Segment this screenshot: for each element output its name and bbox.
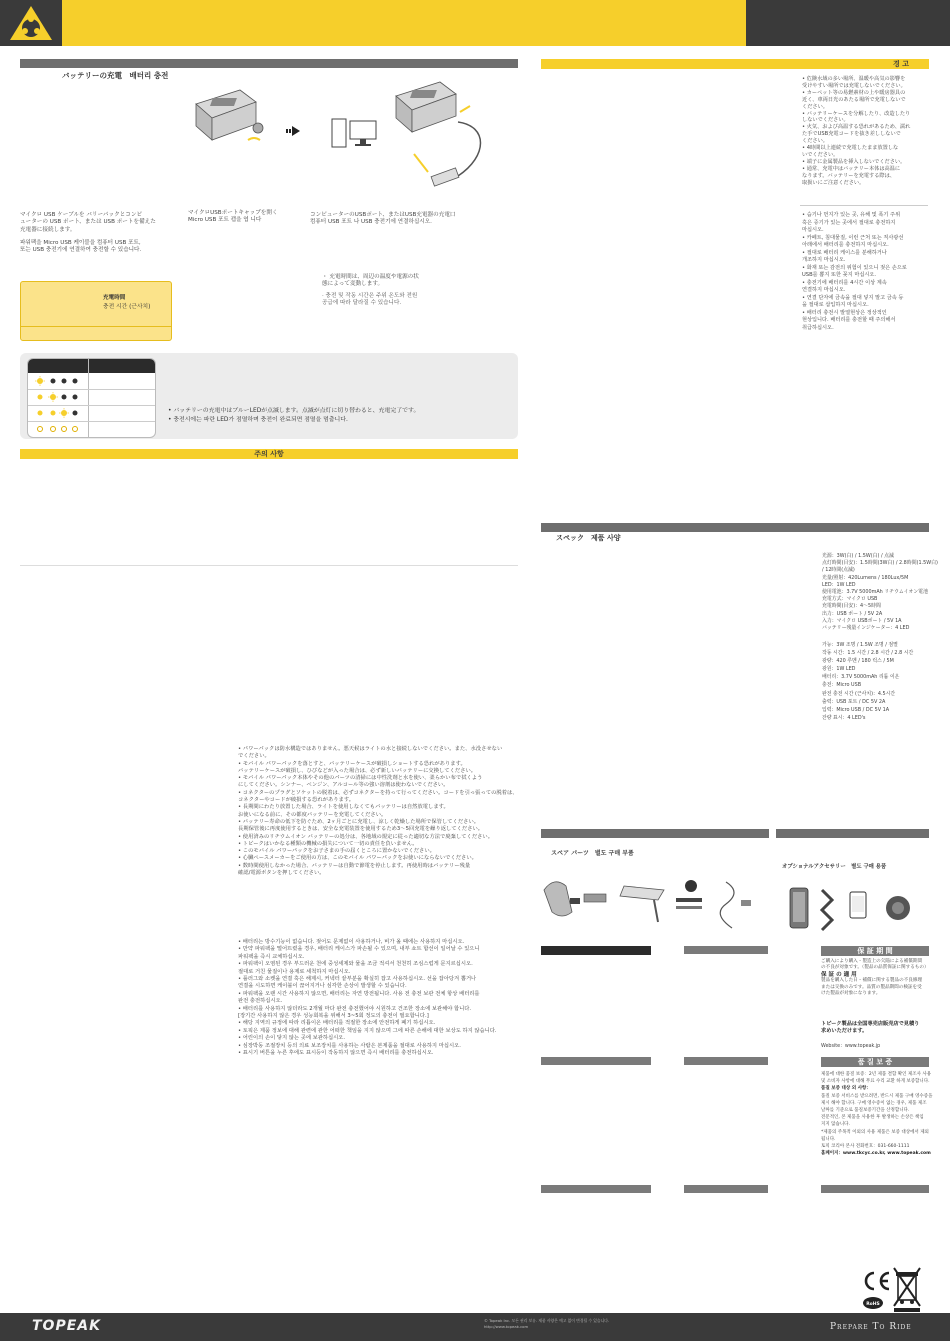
charging-intro-ja: マイクロ USB ケーブルを バリーパックとコンピ ューターの USB ポート、または USB ポートを備えた 充電器に接続します。: [20, 212, 156, 233]
caution-title: 주의 사항: [254, 450, 284, 458]
indicator-table: [27, 358, 156, 438]
warranty-ko-title: 품 질 보 증: [857, 1058, 893, 1066]
charge-time-divider: [21, 326, 171, 327]
spare-caption-bar-1: [541, 946, 651, 955]
spare-caption-bar-7: [821, 1185, 929, 1193]
warning-title: 경 고: [893, 60, 909, 68]
indicator-col-divider: [88, 359, 89, 437]
caution-divider: [20, 565, 518, 566]
optional-accessories-illustration: [786, 884, 926, 934]
charging-title: バッテリーの充電 배터리 충전: [62, 71, 169, 80]
charging-section-bar: [20, 59, 518, 68]
charge-time-label: 充電時間: [103, 295, 126, 301]
specs-title: スペック 제품 사양: [556, 534, 621, 542]
indicator-row2-leds-icon: [34, 392, 84, 402]
header-dark-tab: [746, 0, 950, 46]
spare-caption-bar-3: [541, 1057, 651, 1065]
specs-list-ko: 가능：3W 조명 / 1.5W 조명 / 점멸 작동 시간：1.5 시간 / 2.8 시간 / 2.8 시간 광량：420 루멘 / 180 럭스 / 5M 광원：1W LED 배터리：3.7V 5000mAh 리튬 이온 충전：Micro USB 완전 충전 시간 (근사치)：4.5시간 출력：USB 포트 / DC 5V 2A 입력：Micro USB / DC 5V 1A 잔량 표시：4 LED's: [822, 642, 914, 721]
spare-caption-bar-5: [541, 1185, 651, 1193]
warranty-ja-bold: トピーク製品は全国専売店販売店で見積り 求めいただけます。: [821, 1021, 920, 1034]
spare-caption-bar-6: [684, 1185, 768, 1193]
specs-section-bar: [541, 523, 929, 532]
warranty-ko-title-bar: [821, 1057, 929, 1067]
specs-list-ja: 光源：3W(白) / 1.5W(白) / 点滅 点灯時間(目安)：1.5時間(3W白) / 2.8時間(1.5W白) / 12時間(点滅) 光量/照射：420Lumens / 180Lux/5M LED：1W LED 使用電池：3.7V 5000mAh リチウムイオン電池 充電方式：マイクロ USB 充電時間(目安)：4〜5時間 出力：USB ポート / 5V 2A 入力：マイクロ USBポート / 5V 1A バッテリー残量インジケーター：4 LED: [822, 553, 938, 632]
step2-caption: マイクロUSBポートキャップを開く Micro USB 포트 캡을 엽 니다: [188, 210, 278, 224]
charge-time-box: [20, 281, 172, 341]
arrow-right-icon: [286, 126, 300, 136]
footer-band: [0, 1313, 950, 1341]
footer-brand: TOPEAK: [32, 1318, 101, 1334]
optional-title: オプショナルアクセサリー 별도 구매 용품: [782, 864, 887, 870]
warranty-ja-web: Website：www.topeak.jp: [821, 1044, 881, 1049]
indicator-table-header: [28, 359, 155, 373]
powerpack-usb-illustration: [388, 76, 498, 196]
warranty-ja-text: ご購入により購入・製造上の欠陥による補償期間 の不良が対象です。（製品の品質保証に関するもの） 保 証 の 適 用 製品を購入した日・補償に関する製品の不良修理 または交換のみです。品質の製品期間の検証を受 けた製品が対象になります。: [821, 959, 929, 997]
svg-text:RoHS: RoHS: [866, 1302, 880, 1307]
charging-intro-ko: 파워팩을 Micro USB 케이블을 컴퓨터 USB 포트, 또는 USB 충전기에 연결하여 충전할 수 있습니다.: [20, 240, 142, 254]
optional-section-bar: [776, 829, 929, 838]
spare-section-bar: [541, 829, 769, 838]
caution-list-ko: • 배터리는 방수기능이 없습니다. 젖어도 문제없이 사용하거나, 비가 올 때에는 사용하지 마십시오. • 만약 파워팩을 떨어뜨렸을 경우, 배터리 케이스가 파손될 수 있으며, 내부 쇼트 합선이 일어날 수 있으니 파워팩을 즉시 교체하십시오. • 파워팩이 오염된 경우 부드러운 천에 중성세제와 물을 조금 적셔서 천천히 조심스럽게 문지르십시오. 절대로 거친 물질이나 용제로 세척하지 마십시오. • 플러그와 소켓을 연결 혹은 해제시, 커넥터 끝부분을 확실히 잡고 사용하십시오. 선을 잡아당겨 뽑거나 연결을 시도하면 케이블이 끊어지거나 심각한 손상이 발생할 수 있습니다. • 파워팩을 오랜 시간 사용하지 않으면, 배터리는 자연 방전됩니다. 사용 전 충전 보관 전체 항상 배터리를 완전 충전하십시오. • 배터리를 사용하지 않더라도 2개월 마다 완전 충전했어야 시원하고 건조한 장소에 보관해야 합니다. [장기간 사용하지 않은 경우 성능회복을 위해서 3~5회 정도의 충전이 필요합니다.] • 해당 지역의 규정에 따라 리튬이온 배터리를 적절한 장소에 안전하게 폐기 하십시오. • 토픽은 제품 정보에 대해 관련에 관한 어떠한 책임을 지지 않으며 그에 따른 손해에 대한 보상도 하지 않습니다. • 어린이의 손이 닿지 않는 곳에 보관하십시오. • 심장박동 조절장치 등의 의료 보조장치를 사용하는 사람은 본제품을 절대로 사용하지 마십시오. • 표시기 버튼을 누른 후에도 표시등이 작동하지 않으면 즉시 배터리를 충전하십시오.: [238, 939, 497, 1057]
spare-title: スペア パーツ 별도 구매 부품: [551, 850, 634, 857]
charge-note-ja: ・ 充電時間は、周辺の温度や電源の状 態によって変動します。: [322, 274, 419, 288]
powerpack-cap-illustration: [188, 84, 278, 154]
ce-mark-icon: [862, 1270, 892, 1292]
rohs-mark-icon: [862, 1296, 884, 1310]
indicator-notes: • バッテリーの充電中はブルーLEDが点滅します。点滅が点灯に切り替わると、充電完了です。 • 충전시에는 파란 LED가 점멸하며 충전이 완료되면 점멸을 멈춥니다.: [168, 408, 420, 423]
warning-section-bar: [541, 59, 929, 69]
warranty-ja-title: 保 証 期 間: [857, 947, 893, 955]
topeak-logo-block: [0, 0, 62, 46]
warranty-ko-text: 제품에 대한 품질 보증：2년 제품 결함 확인 제조사 사용 및 소비자 사항에 대해 무료 수리 교환 하게 보증합니다. 품질 보증 대상 외 사항： 품질 보증 서비스를 받으려면, 반드시 제품 구매 영수증을 제시 해야 합니다. 구매 영수증이 없는 경우, 제품 제조 날짜를 기준으로 품질보증기간을 산정합니다. 전문적인, 본 제품을 사용한 후 발생하는 손상은 책임 지지 않습니다. *제품의 주목적 이외의 사용 제품은 보증 대상에서 제외됩니다. 토픽 코리아 본사 전화번호：031-660-1111 홈페이지：www.tkcyc.co.kr, www.topeak.com: [821, 1072, 933, 1157]
step3-caption: コンピューターのUSBポート、またはUSB充電器の充電口 컴퓨터 USB 포트 나 USB 충전기에 연결하십시오.: [310, 212, 456, 226]
indicator-row4-leds-icon: [34, 424, 84, 434]
topeak-emblem-icon: [0, 0, 62, 46]
charge-time-ko: 충전 시간 (근사치): [103, 304, 151, 310]
indicator-row1-leds-icon: [34, 376, 84, 386]
caution-section-bar: [20, 449, 518, 459]
warning-divider: [800, 205, 928, 206]
footer-tagline: Prepare To Ride: [830, 1322, 912, 1332]
spare-parts-illustration: [536, 870, 776, 930]
computer-icon: [330, 117, 378, 151]
weee-bin-icon: [892, 1266, 922, 1312]
charge-note-ko: · 충전 및 작동 시간은 주위 온도와 전원 공급에 따라 달라질 수 있습니다.: [322, 293, 418, 307]
warranty-ja-title-bar: [821, 946, 929, 956]
warning-list-ko: • 습기나 먼지가 있는 곳, 유해 및 폭기 주위 혹은 증기가 있는 곳에서 절대로 충전하지 마십시오. • 카페트, 침대물질, 이런 근처 또는 직사광선 아래에서 배터리를 충전하지 마십시오. • 절대로 배터리 케이스를 분해하거나 개조하지 마십시오. • 화재 또는 감전의 위험이 있으니 젖은 손으로 USB를 뽑지 또한 꽂지 마십시오. • 충전기에 배터리를 4시간 이상 계속 연결하지 마십시오. • 연결 단자에 금속을 절대 넣지 말고 금속 등 을 절대로 삽입하지 마십시오. • 배터리 충전시 발열현상은 정상적인 현상입니다. 배터리를 충전할 때 주의해서 취급하십시오.: [802, 212, 907, 331]
spare-caption-bar-2: [684, 946, 768, 954]
footer-fine-print: © Topeak Inc. 모든 권리 보유. 제품 사양은 예고 없이 변경될 수 있습니다. http://www.topeak.com: [484, 1318, 610, 1329]
spare-caption-bar-4: [684, 1057, 768, 1065]
indicator-row3-leds-icon: [34, 408, 84, 418]
warning-list-ja: • 危険水域の多い場所、温暖や高気の影響を 受けやすい場所では充電しないでください。 • カーペット等の易燃素材の上や暖房器具の 近く、車両日光のあたる場所で充電しないで ください。 • バッテリーケースを分解したり、改造したり しないでください。 • 火気、および高温する恐れがあるため、濡れ た手でUSB充電コードを抜き差ししないで ください。 • 4時間以上連続で充電したまま放置しな いでください。 • 端子に金属製品を挿入しないでください。 • 通常、充電中はバッテリー本体は高温に なります。バッテリーを充電する際は、 取扱いにご注意ください。: [802, 76, 911, 186]
caution-list-ja: • パワーパックは防水構造ではありません。悪天候はライトの水と接続しないでください。また、水没させない でください。 • モバイル パワーパックを落とすと、バッテリーケースが破損しショートする恐れがあります。 バッテリーケースが破損し、ひびなどが入った場合は、必ず新しいバッテリーに交換してください。 • モバイル パワーパック本体やその他のパーツの清掃には中性洗剤と水を使い、柔らかい布で拭くよう にしてください。シンナー、ベンジン、アルコール等の強い溶剤は使わないでください。 • コネクターのプラグとソケットの脱着は、必ずコネクターを持って行ってください。コードを引っ張っての脱着は、 コネクターやコードが破損する恐れがあります。 • 長期間にわたり放置した場合、ライトを使用しなくてもバッテリーは自然放電します。 お使いになる前に、その都度バッテリーを充電してください。 • バッテリー寿命の低下を防ぐため、2ヶ月ごとに充電し、涼しく乾燥した場所で保管してください。 長期保管後に再度使用するときは、安全な充電装置を使用するため3〜5回充電を繰り返してください。 • 使用済みのリチウムイオン バッテリーの処分は、各地域の規定に従った適切な方法で廃棄してください。 • トピークはいかなる種類の機械の損失について一切の責任を負いません。 • このモバイル パワーパックをお子さまの手の届くところに置かないでください。 • 心臓ペースメーカーをご使用の方は、このモバイル パワーパックをお使いにならないでください。 • 数時間使用しなかった場合、バッテリーは自動で節電を停止します。再使用時はバッテリー残量 確認/電源ボタンを押してください。: [238, 746, 518, 877]
